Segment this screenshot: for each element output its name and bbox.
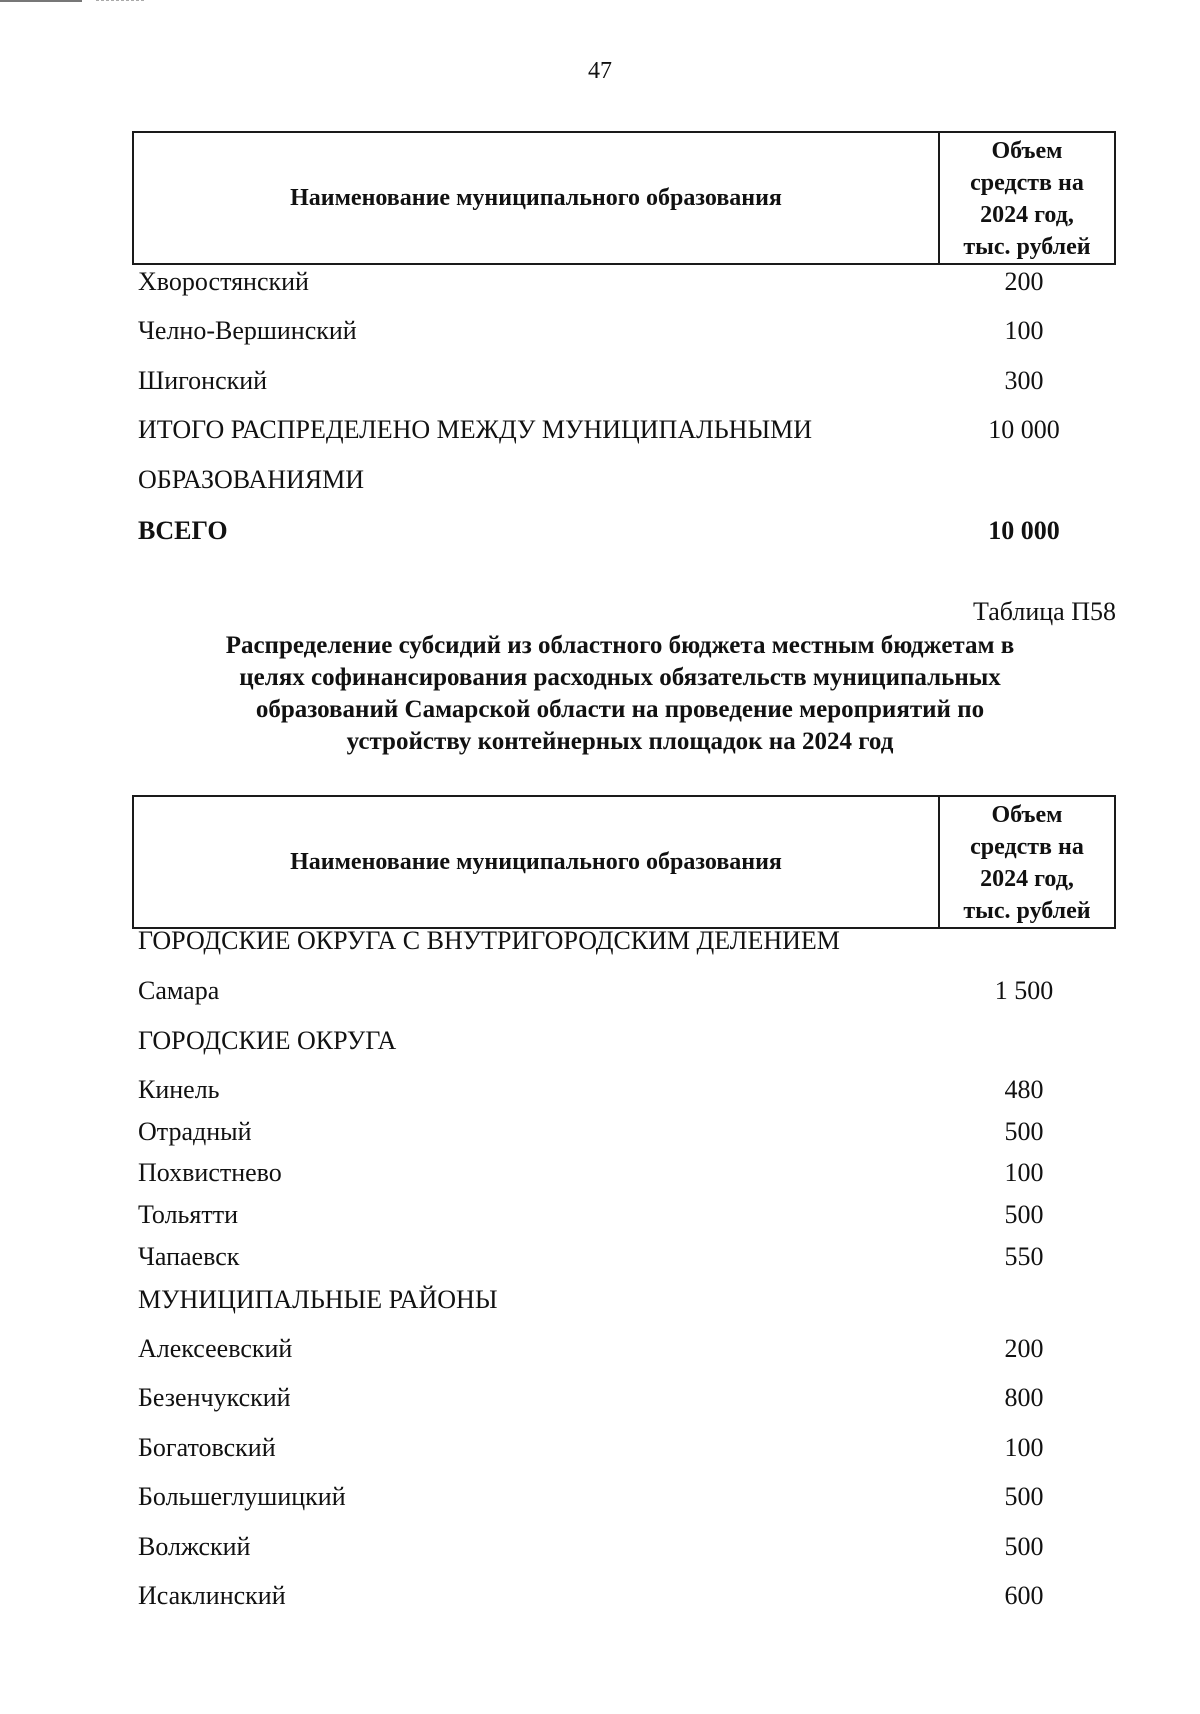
row-name: Богатовский [138, 1433, 276, 1462]
table-title: Распределение субсидий из областного бюджета местным бюджетам в целях софинансирования расходных обязательств муниципальных образований Самарской области на проведение мероприятий по устройству контейнерных площадок на 2024 год [225, 632, 1015, 755]
row-name: Самара [138, 976, 220, 1005]
table-row [138, 1433, 1100, 1463]
table-row [138, 976, 1100, 1006]
table-row [138, 1581, 1100, 1611]
row-name: Хворостянский [138, 267, 309, 296]
total-distributed-row [138, 415, 1100, 445]
table1-header [132, 131, 1116, 265]
section-title: МУНИЦИПАЛЬНЫЕ РАЙОНЫ [138, 1285, 498, 1314]
row-name: Большеглушицкий [138, 1482, 346, 1511]
total-distributed-row-cont [138, 465, 1100, 495]
table-caption: Таблица П58 [973, 597, 1116, 626]
row-value: 300 [1004, 366, 1044, 395]
table-row [138, 1158, 1100, 1188]
row-value: 500 [1004, 1482, 1044, 1511]
row-value: 500 [1004, 1532, 1044, 1561]
table-row [138, 1075, 1100, 1105]
section-header [138, 1285, 1100, 1315]
table2-header-name: Наименование муниципального образования [134, 797, 940, 927]
row-name: Исаклинский [138, 1581, 286, 1610]
row-name: ВСЕГО [138, 516, 228, 545]
row-value: 100 [1004, 316, 1044, 345]
row-value: 200 [1004, 1334, 1044, 1363]
row-value: 600 [1004, 1581, 1044, 1610]
row-value: 500 [1004, 1117, 1044, 1146]
row-name: Алексеевский [138, 1334, 293, 1363]
table-row [138, 267, 1100, 297]
table-row [138, 1117, 1100, 1147]
section-title: ГОРОДСКИЕ ОКРУГА [138, 1026, 397, 1055]
scan-edge-dash [96, 0, 144, 2]
row-value: 100 [1004, 1158, 1044, 1187]
table-row [138, 1334, 1100, 1364]
table-row [138, 1383, 1100, 1413]
table-row [138, 1482, 1100, 1512]
row-value: 1 500 [994, 976, 1054, 1005]
row-name: Отрадный [138, 1117, 252, 1146]
row-value: 550 [1004, 1242, 1044, 1271]
row-value: 10 000 [988, 415, 1060, 444]
row-name: ИТОГО РАСПРЕДЕЛЕНО МЕЖДУ МУНИЦИПАЛЬНЫМИ [138, 415, 813, 444]
row-name: Похвистнево [138, 1158, 282, 1187]
row-value: 100 [1004, 1433, 1044, 1462]
page-number: 47 [588, 58, 612, 84]
row-name: Безенчукский [138, 1383, 291, 1412]
row-name: Кинель [138, 1075, 220, 1104]
table-row [138, 1532, 1100, 1562]
row-name: ОБРАЗОВАНИЯМИ [138, 465, 365, 494]
row-value: 200 [1004, 267, 1044, 296]
scan-edge-mark [0, 0, 82, 2]
table-row [138, 1242, 1100, 1272]
row-value: 500 [1004, 1200, 1044, 1229]
row-name: Волжский [138, 1532, 251, 1561]
row-name: Шигонский [138, 366, 268, 395]
table-row [138, 366, 1100, 396]
row-value: 480 [1004, 1075, 1044, 1104]
section-header [138, 1026, 1100, 1056]
grand-total-row [138, 516, 1100, 546]
section-header [138, 926, 1100, 956]
table-row [138, 316, 1100, 346]
table2-header [132, 795, 1116, 929]
row-name: Чапаевск [138, 1242, 240, 1271]
section-title: ГОРОДСКИЕ ОКРУГА С ВНУТРИГОРОДСКИМ ДЕЛЕНИЕМ [138, 926, 840, 955]
row-name: Тольятти [138, 1200, 239, 1229]
row-value: 10 000 [988, 516, 1060, 545]
table-row [138, 1200, 1100, 1230]
table1-header-value: Объем средств на 2024 год, тыс. рублей [963, 138, 1091, 260]
row-name: Челно-Вершинский [138, 316, 357, 345]
table2-header-value: Объем средств на 2024 год, тыс. рублей [963, 802, 1091, 924]
table1-header-name: Наименование муниципального образования [134, 133, 940, 263]
row-value: 800 [1004, 1383, 1044, 1412]
